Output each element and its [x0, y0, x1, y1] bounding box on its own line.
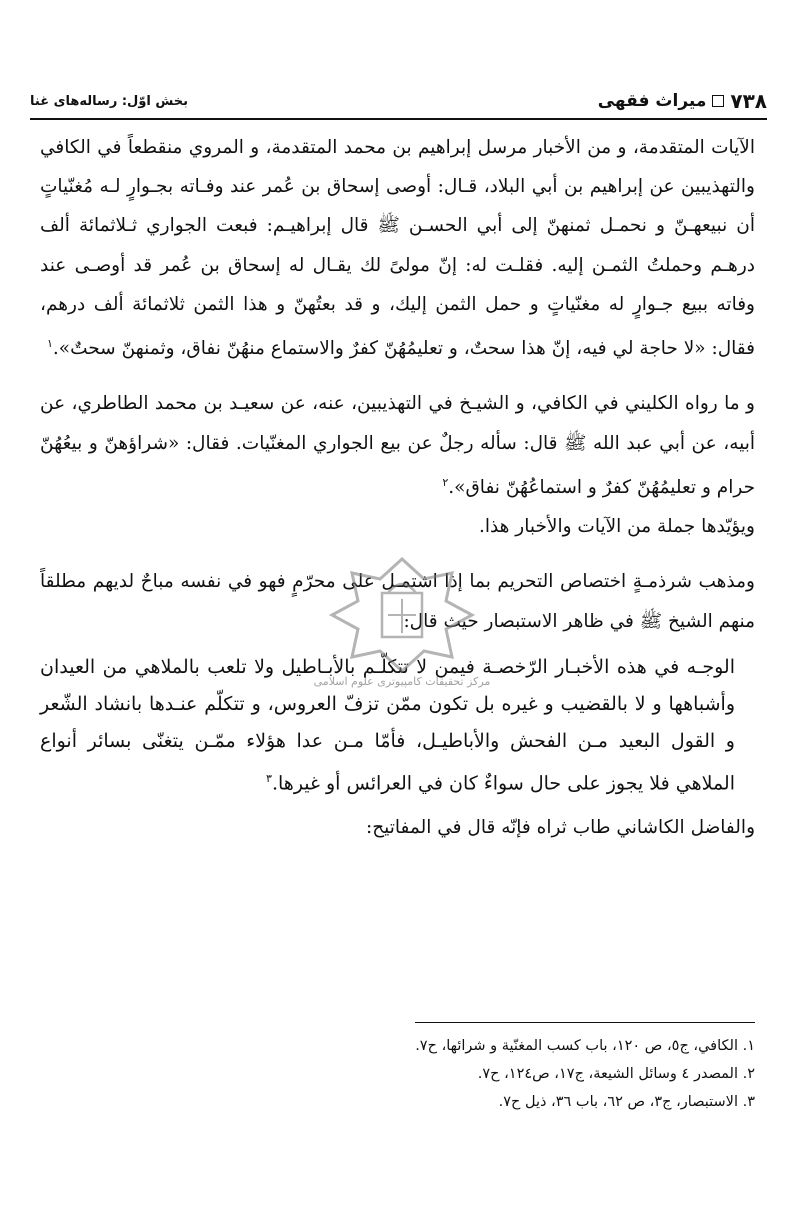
paragraph-3: ويؤيّدها جملة من الآيات والأخبار هذا.	[478, 516, 755, 538]
stamp-caption: مركز تحقيقات كامپيوتری علوم اسلامی	[313, 675, 491, 688]
footnote-rule	[415, 1022, 755, 1023]
footnote-3: ٣. الاستبصار، ج٣، ص ٦٢، باب ٣٦، ذيل ح٧.	[498, 1094, 755, 1110]
paragraph-4: ومذهب شرذمـةٍ اختصاص التحريم بما إذا اشتمـل على محرّمٍ فهو في نفسه مباحٌ لديهم مطلقاً منهم الشيخ ﷺ في ظاهر الاستبصار حيث قال:	[40, 571, 755, 632]
paragraph-1: الآيات المتقدمة، و من الأخبار مرسل إبراهيم بن محمد المتقدمة، و المروي منقطعاً في الكافي والتهذيبين عن إبراهيم بن أبي البلاد، قـال: أوصى إسحاق بن عُمر عند وفـاته بجـوارٍ لـه مُغنّياتٍ أن نبيعهـنّ و نحمـل ثمنهنّ إلى أبي الحسـن ﷺ قال إبراهيـم: فبعت الجواري ثـلاثمائة ألف درهـم وحملتُ الثمـن إليه. فقلـت له: إنّ مولىً لك يقـال له إسحاق بن عُمر قد أوصـى عند وفاته ببيع جـوارٍ له مغنّياتٍ و حمل الثمن إليك، و قد بعتُهنّ و هذا الثمن ثلاثمائة ألف درهم، فقال: «لا حاجة لي فيه، إنّ هذا سحتٌ، و تعليمُهُنّ كفرٌ والاستماع منهُنّ نفاق، وثمنهنّ سحتٌ».$^١$	[40, 137, 755, 360]
block-quote: الوجـه في هذه الأخبـار الرّخصـة فيمن لا تتكلّـم بالأبـاطيل ولا تلعب بالملاهي من العيدان وأشباهها و لا بالقضيب و غيره بل تكون ممّن تزفّ العروس، و تتكلّم عنـدها بانشاد الشّعر و القول البعيد مـن الفحش والأباطيـل، فأمّا مـن عدا هؤلاء ممّـن يتغنّى بسائر أنواع الملاهي فلا يجوز على حال سواءٌ كان في العرائس أو غيرها.$^٣$	[40, 655, 735, 795]
paragraph-2: و ما رواه الكليني في الكافي، و الشيـخ في التهذيبين، عنه، عن سعيـد بن محمد الطاطري، عن أبيه، عن أبي عبد الله ﷺ قال: سأله رجلٌ عن بيع الجواري المغنّيات. فقال: «شراؤهنّ و بيعُهُنّ حرام و تعليمُهُنّ كفرٌ و استماعُهُنّ نفاق».$^٢$	[40, 393, 755, 498]
footnotes	[60, 1032, 755, 1116]
main-text	[40, 128, 755, 847]
page-header	[30, 86, 767, 116]
footnote-ref-3: ٣	[266, 771, 272, 785]
footnote-ref-2: ٢	[442, 475, 449, 489]
book-title: ميراث فقهى	[597, 91, 707, 111]
square-bullet-icon	[712, 95, 724, 107]
page-number: ٧٣٨	[730, 89, 767, 113]
footnote-1: ١. الكافي، ج٥، ص ١٢٠، باب كسب المغنّية و شرائها، ح٧.	[415, 1038, 755, 1054]
header-page-info	[598, 89, 767, 113]
footnote-2: ٢. المصدر ٤ وسائل الشيعة، ج١٧، ص١٢٤، ح٧.	[477, 1066, 755, 1082]
footnote-ref-1: ١	[46, 337, 53, 351]
library-stamp-watermark	[302, 553, 502, 693]
paragraph-5: والفاضل الكاشاني طاب ثراه فإنّه قال في المفاتيح:	[366, 817, 755, 839]
running-section-title: بخش اوّل: رسالەهای غنا	[30, 93, 189, 109]
header-rule	[30, 118, 767, 120]
